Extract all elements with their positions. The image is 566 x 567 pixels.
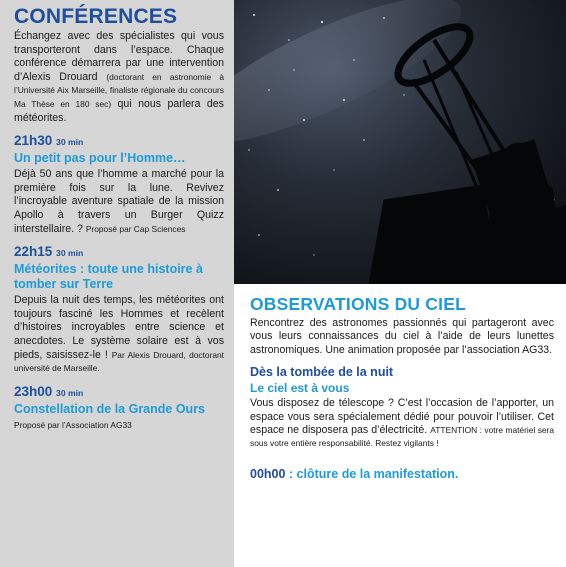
talk-3-duration: 30 min (56, 387, 84, 398)
observation-warning-note: ATTENTION : votre matériel sera sous votre entière responsabilité. Restez vigilants ! (250, 425, 555, 449)
talk-2-credit: Par Alexis Drouard, doctorant université de Marseille. (14, 349, 224, 374)
talk-1-description: Déjà 50 ans que l’homme a marché pour la première fois sur la lune. Revivez l’incroyable aventure spatiale de la mission Apollo à travers un Burger Quizz interstellaire. ? Proposé par Cap Sciences (14, 168, 224, 235)
talk-3-description (14, 419, 224, 433)
observations-panel (234, 284, 566, 567)
talk-3-title: Constellation de la Grande Ours (14, 401, 206, 416)
closing-time: 00h00 (250, 466, 286, 481)
talk-1-credit: Proposé par Cap Sciences (85, 223, 186, 234)
talk-2-time: 22h15 30 min (14, 244, 84, 260)
observation-activity-description: Vous disposez de télescope ? C’est l’occasion de l’apporter, un espace vous sera spécialement dédié pour pouvoir l’utiliser. Cet espace ne disposera pas d’électricité. ATTENTION : votre matériel sera sous votre entière responsabilité. Restez vigilants ! (250, 397, 555, 449)
observations-intro: Rencontrez des astronomes passionnés qui partageront avec vous leurs connaissances du ciel à l’aide de leurs lunettes astronomiques. Une animation proposée par l’association AG33. (250, 317, 554, 356)
talk-2-description: Depuis la nuit des temps, les météorites ont toujours fasciné les Hommes et recèlent d’histoires incroyables entre science et anecdotes. Le système solaire est à vos pieds, saisissez-le ! Par Alexis Drouard, doctorant université de Marseille. (14, 294, 224, 374)
talk-1-duration: 30 min (56, 137, 84, 148)
talk-3-credit: Proposé par l’Association AG33 (14, 419, 132, 430)
talk-3-time: 23h00 30 min (14, 383, 84, 399)
closing-line (250, 467, 554, 482)
telescope-photo (234, 0, 566, 284)
observation-activity-title: Le ciel est à vous (250, 381, 350, 396)
closing-text: : clôture de la manifestation. (285, 466, 459, 481)
night-sky-telescope-image (234, 0, 566, 284)
talk-1-title: Un petit pas pour l’Homme… (14, 151, 186, 166)
conferences-panel (0, 0, 234, 567)
conferences-title: CONFÉRENCES (14, 5, 178, 28)
talk-2-duration: 30 min (56, 248, 84, 259)
talk-1-time: 21h30 30 min (14, 133, 84, 149)
conferences-intro: Échangez avec des spécialistes qui vous transporteront dans l’espace. Chaque conférence démarrera par une intervention d’Alexis Drouard (doctorant en astronomie à l’Université Aix Marseille, finaliste régionale du concours Ma Thèse en 180 sec) qui nous parlera des météorites. (14, 30, 224, 124)
observation-time: Dès la tombée de la nuit (250, 365, 394, 380)
talk-2-title: Météorites : toute une histoire à tomber sur Terre (14, 262, 203, 292)
speaker-note: (doctorant en astronomie à l’Université Aix Marseille, finaliste régionale du concours Ma Thèse en 180 sec) (14, 71, 224, 109)
observations-title: OBSERVATIONS DU CIEL (250, 294, 466, 314)
